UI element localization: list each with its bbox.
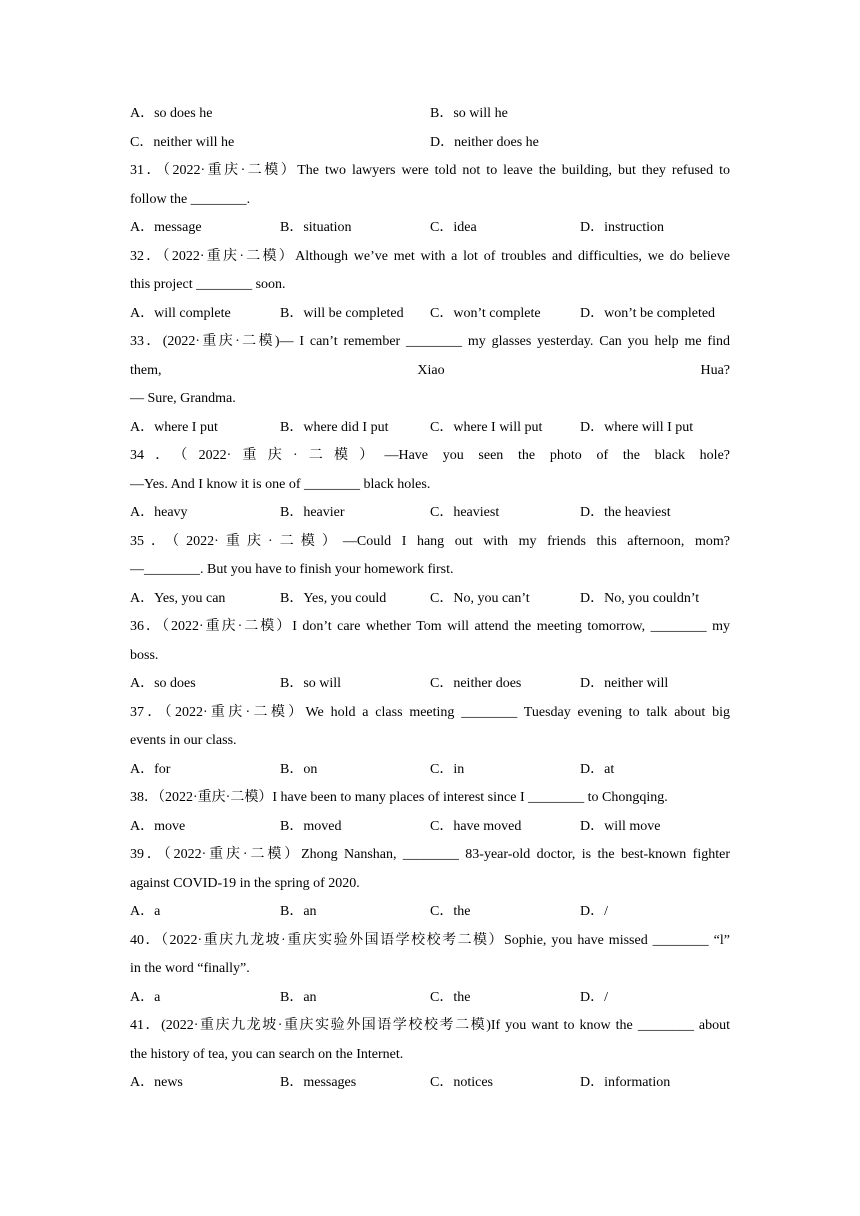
option-d: D．where will I put [580,419,694,435]
option-b: B．on [280,761,318,777]
option-c: C．No, you can’t [430,590,530,606]
question-stem-continued: —________. But you have to finish your homework first. [130,562,454,577]
option-row [130,756,730,785]
question-item [130,243,730,329]
option-a: A．a [130,904,161,919]
option-a: A．so does [130,676,196,691]
question-item [130,699,730,785]
option-d: D．will move [580,818,661,834]
option-b: B．so will [280,676,342,691]
option-d: D．No, you couldn’t [580,590,700,606]
option-d: D．/ [580,904,608,919]
question-stem-continued: them, Xiao Hua? [130,362,730,378]
option-row [130,898,730,927]
option-a: A．news [130,1075,183,1090]
option-row [130,129,730,158]
question-stem-continued: — Sure, Grandma. [130,391,236,406]
option-row [130,1069,730,1098]
question-item [130,927,730,1013]
question-stem-continued: boss. [130,647,159,663]
option-d: D．neither will [580,676,669,691]
option-row [130,670,730,699]
option-a: A．will complete [130,305,231,321]
option-a: A．so does he [130,106,213,121]
option-c: C．where I will put [430,419,543,435]
option-c: C．the [430,904,471,919]
option-c: C．the [430,989,471,1005]
option-d: D．at [580,761,615,777]
question-stem-continued: follow the ________. [130,191,251,207]
question-stem: 40．（2022·重庆九龙坡·重庆实验外国语学校校考二模）Sophie, you have missed ________ “l” [130,932,730,948]
option-b: B．heavier [280,505,345,520]
question-item [130,784,730,841]
option-a: A．a [130,989,161,1005]
option-b: B．situation [280,220,352,235]
option-d: D．won’t be completed [580,305,716,321]
option-b: B．where did I put [280,419,389,435]
question-item [130,157,730,243]
question-stem-continued: events in our class. [130,733,237,748]
question-item [130,841,730,927]
question-stem: 35．（2022·重庆·二模）—Could I hang out with my friends this afternoon, mom? [130,533,730,549]
option-row [130,984,730,1013]
option-a: A．move [130,818,186,834]
question-stem: 33．(2022·重庆·二模)— I can’t remember ________ my glasses yesterday. Can you help me find [130,334,730,349]
question-item [130,528,730,614]
option-row [130,414,730,443]
option-c: C．won’t complete [430,305,541,321]
option-a: A．for [130,761,171,777]
option-b: B．will be completed [280,305,404,321]
option-b: B．moved [280,818,342,834]
option-row [130,100,730,129]
option-d: D．the heaviest [580,505,671,520]
option-row [130,499,730,528]
option-row [130,813,730,842]
question-stem: 31．（2022·重庆·二模）The two lawyers were told not to leave the building, but they refused to [130,163,730,178]
option-d: D．instruction [580,220,664,235]
question-stem: 39．（2022·重庆·二模）Zhong Nanshan, ________ 83-year-old doctor, is the best-known fighter [130,847,730,862]
option-d: D．/ [580,989,608,1005]
question-stem-continued: the history of tea, you can search on the Internet. [130,1046,404,1062]
option-c: C．have moved [430,818,522,834]
questions-container [130,157,730,1098]
question-stem: 34．（2022·重庆·二模）—Have you seen the photo of the black hole? [130,448,730,463]
option-d: D．information [580,1075,671,1090]
option-c: C．in [430,761,465,777]
question-stem: 41．(2022·重庆九龙坡·重庆实验外国语学校校考二模)If you want to know the ________ about [130,1018,730,1033]
option-row [130,214,730,243]
question-stem: 32．（2022·重庆·二模）Although we’ve met with a lot of troubles and difficulties, we do believe [130,248,730,264]
option-c: C．neither will he [130,134,235,150]
option-b: B．Yes, you could [280,590,387,606]
option-a: A．message [130,220,202,235]
option-c: C．idea [430,220,477,235]
question-item [130,442,730,528]
option-a: A．where I put [130,419,218,435]
question-stem: 36．（2022·重庆·二模）I don’t care whether Tom will attend the meeting tomorrow, ________ my [130,619,730,634]
question-stem: 38．（2022·重庆·二模）I have been to many places of interest since I ________ to Chongqing. [130,790,668,805]
option-a: A．Yes, you can [130,590,226,606]
option-row [130,585,730,614]
option-a: A．heavy [130,505,188,520]
option-b: B．so will he [430,106,508,121]
question-item [130,1012,730,1098]
question-list [130,100,730,1098]
question-item [130,613,730,699]
option-d: D．neither does he [430,134,539,150]
question-stem-continued: this project ________ soon. [130,277,286,292]
option-b: B．an [280,989,317,1005]
option-c: C．heaviest [430,505,500,520]
option-c: C．notices [430,1075,493,1090]
option-b: B．messages [280,1075,357,1090]
option-b: B．an [280,904,317,919]
question-item [130,328,730,442]
option-c: C．neither does [430,676,522,691]
question-stem-continued: —Yes. And I know it is one of ________ black holes. [130,476,431,492]
option-row [130,300,730,329]
question-stem-continued: against COVID-19 in the spring of 2020. [130,875,360,891]
question-stem: 37．（2022·重庆·二模）We hold a class meeting ________ Tuesday evening to talk about big [130,704,730,720]
question-stem-continued: in the word “finally”. [130,961,250,976]
